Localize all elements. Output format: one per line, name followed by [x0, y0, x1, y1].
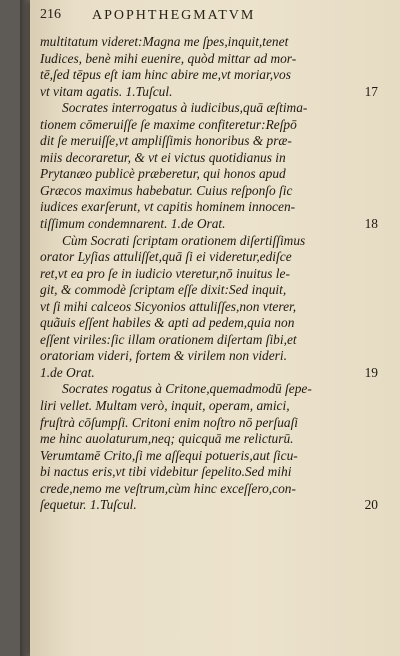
- text-line: [40, 233, 388, 250]
- text-line: [40, 398, 388, 415]
- text-line: [40, 431, 388, 448]
- text-line: [40, 282, 388, 299]
- apophthegm-number: 20: [364, 497, 378, 513]
- text-line-content: ret,vt ea pro ſe in iudicio vteretur,nō inuitus le-: [40, 265, 290, 281]
- apophthegm-number: 17: [364, 83, 378, 99]
- text-line: [40, 315, 388, 332]
- text-line-content: dit ſe meruiſſe,vt ampliſſimis honoribus & præ-: [40, 133, 292, 149]
- text-line-content: oratoriam videri, fortem & virilem non videri.: [40, 348, 287, 364]
- text-line: [40, 332, 388, 349]
- text-line-content: tiſſimum condemnarent. 1.de Orat.: [40, 216, 226, 232]
- text-line: [40, 183, 388, 200]
- text-line-content: orator Lyſias attuliſſet,quā ſi ei videretur,ediſce: [40, 249, 292, 265]
- text-line-content: Socrates rogatus à Critone,quemadmodū ſepe-: [62, 381, 312, 397]
- page-number: 216: [40, 7, 61, 22]
- page-header: [40, 7, 380, 29]
- text-line: [40, 464, 388, 481]
- text-line: [40, 51, 388, 68]
- text-line-content: Verumtamē Crito,ſi me aſſequi potueris,aut ſicu-: [40, 447, 298, 463]
- text-line-content: git, & commodè ſcriptam eſſe dixit:Sed inquit,: [40, 282, 287, 298]
- text-line-content: me hinc auolaturum,neq; quicquā me relicturū.: [40, 431, 294, 447]
- text-line: [40, 415, 388, 432]
- text-line: [40, 166, 388, 183]
- body-text: [40, 34, 388, 514]
- apophthegm-number: 19: [364, 364, 378, 380]
- text-line: [40, 133, 388, 150]
- text-line: [40, 481, 388, 498]
- running-title: APOPHTHEGMATVM: [92, 8, 256, 23]
- text-line-content: iudices exarſerunt, vt capitis hominem innocen-: [40, 199, 296, 215]
- text-line-content: multitatum videret:Magna me ſpes,inquit,tenet: [40, 34, 289, 49]
- apophthegm-number: 18: [364, 216, 378, 232]
- text-line: [40, 348, 388, 365]
- text-line: [40, 34, 388, 51]
- text-line-content: ſequetur. 1.Tuſcul.: [40, 497, 137, 513]
- text-line-content: quãuis eſſent habiles & apti ad pedem,quia non: [40, 315, 295, 331]
- text-line-content: 1.de Orat.: [40, 364, 95, 380]
- text-line-content: eſſent viriles:ſic illam orationem diſertam ſibi,et: [40, 331, 297, 347]
- text-line-content: bi nactus eris,vt tibi videbitur ſepelito.Sed mihi: [40, 464, 292, 480]
- text-line: [40, 67, 388, 84]
- text-line-content: Prytanæo publicè præberetur, qui honos apud: [40, 166, 286, 182]
- text-line: [40, 216, 388, 233]
- text-line: [40, 117, 388, 134]
- text-line: [40, 448, 388, 465]
- text-line-content: vt ſi mihi calceos Sicyonios attuliſſes,non vterer,: [40, 298, 297, 314]
- text-line-content: tionem cōmeruiſſe ſe maxime confiteretur:Reſpō: [40, 116, 297, 132]
- text-line-content: Græcos maximus habebatur. Cuius reſponſo ſic: [40, 182, 293, 198]
- text-line-content: liri vellet. Multam verò, inquit, operam, amici,: [40, 398, 290, 414]
- text-line: [40, 365, 388, 382]
- text-line: [40, 100, 388, 117]
- text-line-content: Socrates interrogatus à iudicibus,quā æſtima-: [62, 100, 308, 116]
- text-line: [40, 381, 388, 398]
- text-line-content: crede,nemo me veſtrum,cùm hinc exceſſero,con-: [40, 480, 296, 496]
- text-line: [40, 249, 388, 266]
- text-line: [40, 299, 388, 316]
- text-line-content: tē,ſed tēpus eſt iam hinc abire me,vt moriar,vos: [40, 67, 291, 83]
- text-line-content: Iudices, benè mihi euenire, quòd mittar ad mor-: [40, 50, 297, 66]
- text-line-content: miis decoraretur, & vt ei victus quotidianus in: [40, 149, 286, 165]
- text-line-content: Cùm Socrati ſcriptam orationem diſertiſſimus: [62, 232, 306, 248]
- text-line: [40, 497, 388, 514]
- text-line-content: vt vitam agatis. 1.Tuſcul.: [40, 83, 173, 99]
- text-line-content: fruſtrà cōſumpſi. Critoni enim noſtro nō perſuaſi: [40, 414, 299, 430]
- text-line: [40, 84, 388, 101]
- text-line: [40, 199, 388, 216]
- text-line: [40, 150, 388, 167]
- text-line: [40, 266, 388, 283]
